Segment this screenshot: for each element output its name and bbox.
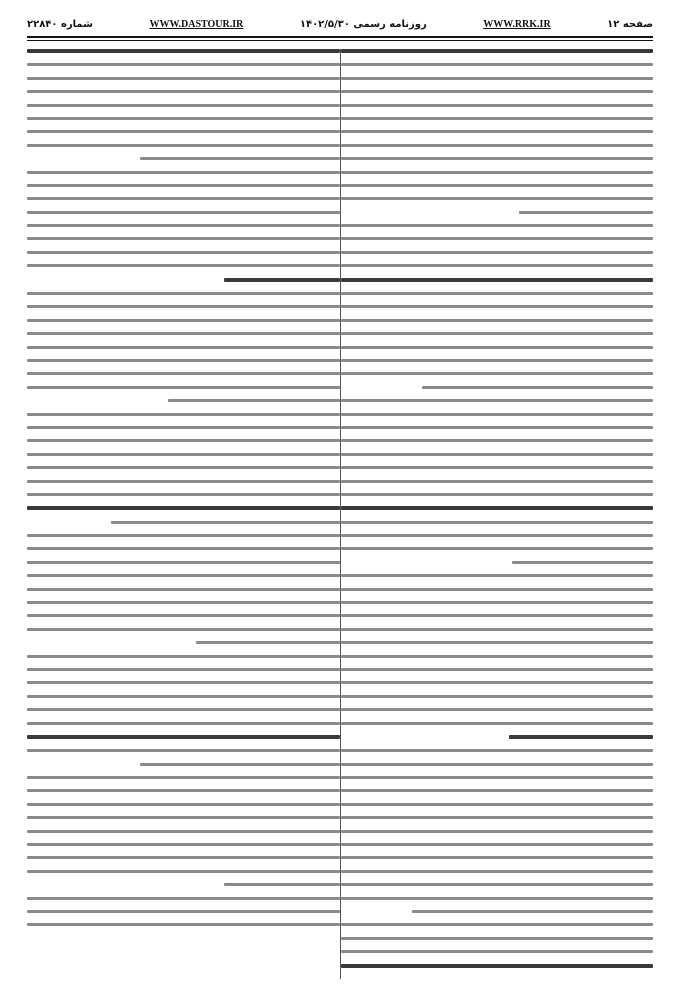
text-line	[27, 184, 340, 187]
site-link-dastour[interactable]: WWW.DASTOUR.IR	[149, 19, 244, 30]
text-line	[341, 117, 654, 120]
text-line	[341, 521, 654, 524]
text-line	[27, 776, 340, 779]
text-line	[341, 588, 654, 591]
text-line	[341, 237, 654, 240]
text-line	[341, 668, 654, 671]
text-line	[224, 278, 340, 282]
text-line	[341, 224, 654, 227]
text-line	[27, 561, 340, 564]
column-divider	[340, 49, 341, 979]
text-line	[27, 614, 340, 617]
text-line	[27, 628, 340, 631]
text-line	[27, 117, 340, 120]
text-line	[341, 346, 654, 349]
text-line	[27, 923, 340, 926]
text-line	[341, 49, 654, 53]
text-column-left	[27, 49, 340, 979]
text-line	[341, 601, 654, 604]
text-line	[27, 211, 340, 214]
text-line	[341, 453, 654, 456]
text-line	[341, 144, 654, 147]
text-line	[341, 708, 654, 711]
text-line	[341, 264, 654, 267]
text-line	[27, 910, 340, 913]
newspaper-title-date: روزنامه رسمی ۱۴۰۲/۵/۳۰	[299, 19, 427, 30]
text-line	[27, 332, 340, 335]
page-header	[27, 16, 653, 38]
text-line	[27, 789, 340, 792]
text-line	[341, 614, 654, 617]
text-line	[27, 426, 340, 429]
text-line	[224, 883, 340, 886]
text-line	[509, 735, 653, 739]
text-line	[27, 816, 340, 819]
text-line	[27, 574, 340, 577]
text-line	[341, 251, 654, 254]
text-line	[341, 763, 654, 766]
text-line	[341, 466, 654, 469]
text-line	[196, 641, 340, 644]
text-line	[27, 104, 340, 107]
text-line	[27, 413, 340, 416]
header-rule	[27, 40, 653, 41]
text-line	[27, 77, 340, 80]
text-line	[341, 628, 654, 631]
text-line	[341, 681, 654, 684]
text-line	[341, 480, 654, 483]
body-columns	[27, 49, 653, 979]
text-line	[341, 641, 654, 644]
text-line	[27, 870, 340, 873]
text-line	[27, 466, 340, 469]
text-line	[341, 830, 654, 833]
text-line	[341, 655, 654, 658]
text-line	[341, 426, 654, 429]
text-line	[27, 493, 340, 496]
text-column-right	[341, 49, 654, 979]
text-line	[341, 870, 654, 873]
text-line	[341, 883, 654, 886]
text-line	[27, 708, 340, 711]
text-line	[341, 171, 654, 174]
text-line	[341, 964, 654, 968]
text-line	[27, 49, 340, 53]
text-line	[341, 534, 654, 537]
text-line	[27, 144, 340, 147]
text-line	[341, 332, 654, 335]
text-line	[27, 130, 340, 133]
text-line	[341, 803, 654, 806]
text-line	[341, 722, 654, 725]
text-line	[27, 372, 340, 375]
text-line	[27, 439, 340, 442]
text-line	[341, 439, 654, 442]
text-line	[341, 399, 654, 402]
text-line	[341, 157, 654, 160]
text-line	[341, 63, 654, 66]
text-line	[27, 386, 340, 389]
text-line	[168, 399, 340, 402]
text-line	[140, 157, 340, 160]
text-line	[27, 695, 340, 698]
text-line	[27, 722, 340, 725]
text-line	[341, 372, 654, 375]
text-line	[27, 453, 340, 456]
text-line	[27, 843, 340, 846]
text-line	[27, 197, 340, 200]
text-line	[27, 655, 340, 658]
text-line	[341, 776, 654, 779]
text-line	[140, 763, 340, 766]
text-line	[27, 897, 340, 900]
text-line	[27, 63, 340, 66]
text-line	[341, 359, 654, 362]
text-line	[341, 413, 654, 416]
text-line	[341, 292, 654, 295]
text-line	[341, 843, 654, 846]
text-line	[27, 237, 340, 240]
text-line	[341, 90, 654, 93]
text-line	[519, 211, 653, 214]
text-line	[341, 104, 654, 107]
text-line	[341, 950, 654, 953]
text-line	[341, 923, 654, 926]
text-line	[341, 493, 654, 496]
site-link-rrk[interactable]: WWW.RRK.IR	[483, 19, 551, 30]
text-line	[111, 521, 339, 524]
text-line	[341, 856, 654, 859]
text-line	[341, 574, 654, 577]
text-line	[27, 601, 340, 604]
text-line	[341, 749, 654, 752]
text-line	[27, 735, 340, 739]
text-line	[341, 278, 654, 282]
text-line	[27, 856, 340, 859]
text-line	[27, 292, 340, 295]
text-line	[27, 359, 340, 362]
text-line	[27, 319, 340, 322]
text-line	[341, 897, 654, 900]
text-line	[27, 305, 340, 308]
text-line	[512, 561, 653, 564]
issue-number: شماره ۲۲۸۴۰	[27, 19, 93, 30]
text-line	[341, 695, 654, 698]
text-line	[27, 264, 340, 267]
text-line	[341, 937, 654, 940]
text-line	[27, 803, 340, 806]
text-line	[341, 305, 654, 308]
text-line	[27, 681, 340, 684]
text-line	[27, 749, 340, 752]
page-number: صفحه ۱۲	[607, 19, 653, 30]
text-line	[27, 171, 340, 174]
text-line	[341, 130, 654, 133]
text-line	[341, 77, 654, 80]
text-line	[27, 506, 340, 510]
text-line	[27, 588, 340, 591]
text-line	[341, 789, 654, 792]
text-line	[27, 668, 340, 671]
text-line	[341, 319, 654, 322]
text-line	[27, 346, 340, 349]
text-line	[341, 197, 654, 200]
text-line	[341, 816, 654, 819]
text-line	[27, 830, 340, 833]
text-line	[341, 506, 654, 510]
text-line	[412, 910, 653, 913]
text-line	[27, 251, 340, 254]
text-line	[27, 534, 340, 537]
text-line	[27, 480, 340, 483]
text-line	[27, 547, 340, 550]
text-line	[341, 184, 654, 187]
text-line	[27, 90, 340, 93]
text-line	[422, 386, 653, 389]
text-line	[27, 224, 340, 227]
text-line	[341, 547, 654, 550]
